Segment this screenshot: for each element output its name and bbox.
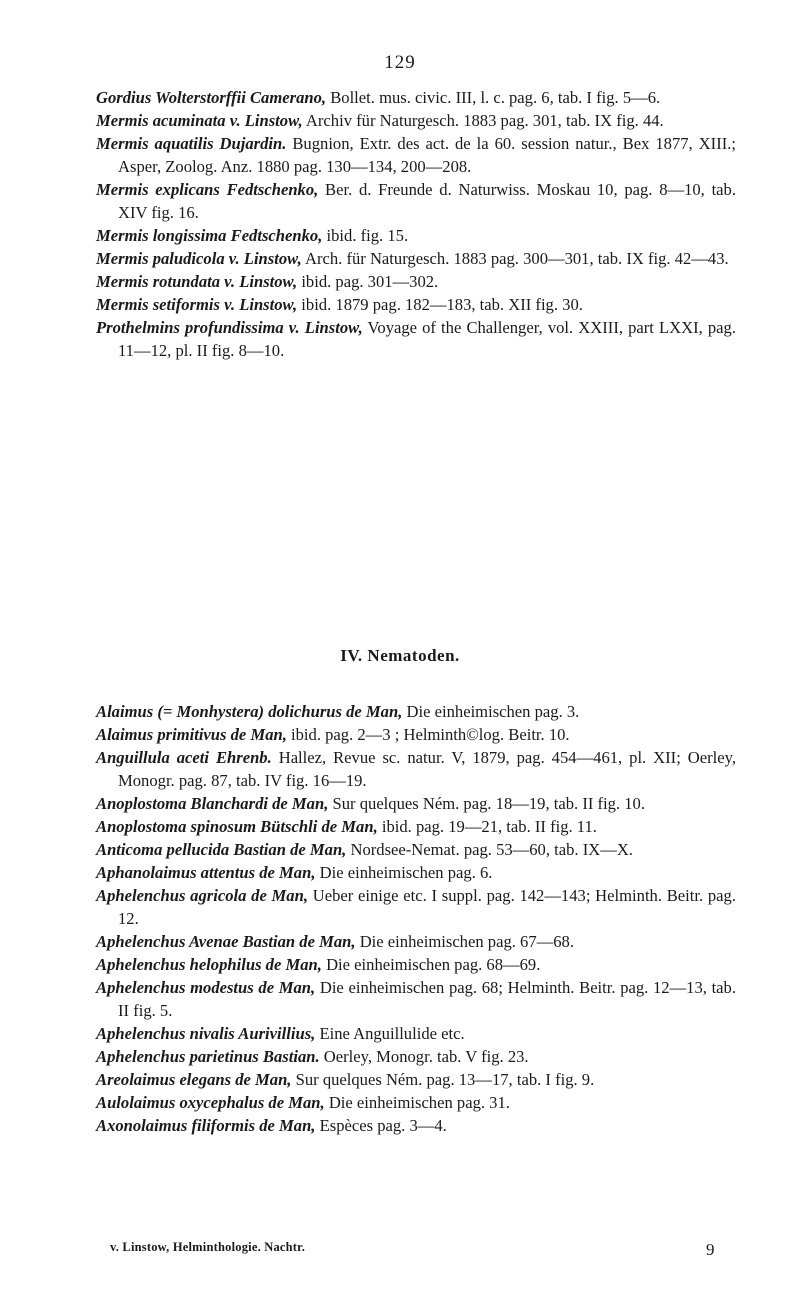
citation-text: Die einheimischen pag. 31.	[324, 1093, 510, 1112]
bibliography-entry	[96, 1022, 736, 1045]
footer-sheet-number: 9	[706, 1240, 715, 1259]
bibliography-entry	[96, 838, 736, 861]
species-name: Mermis aquatilis Dujardin.	[96, 134, 287, 153]
citation-text: Hallez, Revue sc. natur. V, 1879, pag. 454—461, pl. XII; Oerley, Monogr. pag. 87, tab. IV fig. 16—19.	[118, 748, 736, 790]
species-name: Aphelenchus parietinus Bastian.	[96, 1047, 320, 1066]
citation-text: Die einheimischen pag. 6.	[315, 863, 493, 882]
citation-text: Ber. d. Freunde d. Naturwiss. Moskau 10, pag. 8—10, tab. XIV fig. 16.	[118, 180, 736, 222]
citation-text: Die einheimischen pag. 68—69.	[321, 955, 541, 974]
citation-text: Die einheimischen pag. 3.	[402, 702, 580, 721]
bibliography-entry	[96, 861, 736, 884]
bibliography-entry	[96, 178, 736, 224]
species-name: Mermis longissima Fedtschenko,	[96, 226, 323, 245]
bibliography-entry	[96, 1068, 736, 1091]
species-name: Mermis setiformis v. Linstow,	[96, 295, 298, 314]
citation-text: ibid. pag. 301—302.	[297, 272, 439, 291]
citation-text: Ueber einige etc. I suppl. pag. 142—143; Helminth. Beitr. pag. 12.	[118, 886, 736, 928]
species-name: Aphelenchus Avenae Bastian de Man,	[96, 932, 356, 951]
species-name: Mermis acuminata v. Linstow,	[96, 111, 303, 130]
citation-text: Voyage of the Challenger, vol. XXIII, part LXXI, pag. 11—12, pl. II fig. 8—10.	[118, 318, 736, 360]
citation-text: Eine Anguillulide etc.	[315, 1024, 465, 1043]
bibliography-entry	[96, 792, 736, 815]
citation-text: Archiv für Naturgesch. 1883 pag. 301, tab. IX fig. 44.	[302, 111, 664, 130]
bibliography-entry	[96, 109, 736, 132]
bibliography-entry	[96, 953, 736, 976]
bibliography-entry	[96, 1091, 736, 1114]
citation-text: Nordsee-Nemat. pag. 53—60, tab. IX—X.	[346, 840, 633, 859]
citation-text: ibid. pag. 19—21, tab. II fig. 11.	[377, 817, 597, 836]
citation-text: Arch. für Naturgesch. 1883 pag. 300—301, tab. IX fig. 42—43.	[301, 249, 729, 268]
species-name: Areolaimus elegans de Man,	[96, 1070, 292, 1089]
bibliography-entry	[96, 270, 736, 293]
bibliography-list-top	[96, 86, 736, 362]
species-name: Aphelenchus modestus de Man,	[96, 978, 316, 997]
bibliography-entry	[96, 930, 736, 953]
footer-signature: v. Linstow, Helminthologie. Nachtr.	[110, 1240, 306, 1254]
species-name: Anoplostoma Blanchardi de Man,	[96, 794, 329, 813]
species-name: Alaimus (= Monhystera) dolichurus de Man,	[96, 702, 403, 721]
species-name: Anguillula aceti Ehrenb.	[96, 748, 272, 767]
bibliography-entry	[96, 224, 736, 247]
species-name: Axonolaimus filiformis de Man,	[96, 1116, 316, 1135]
bibliography-list-bottom	[96, 700, 736, 1137]
species-name: Alaimus primitivus de Man,	[96, 725, 287, 744]
bibliography-entry	[96, 1045, 736, 1068]
species-name: Anticoma pellucida Bastian de Man,	[96, 840, 347, 859]
bibliography-entry	[96, 723, 736, 746]
citation-text: ibid. fig. 15.	[322, 226, 409, 245]
citation-text: Die einheimischen pag. 68; Helminth. Beitr. pag. 12—13, tab. II fig. 5.	[118, 978, 736, 1020]
citation-text: ibid. pag. 2—3 ; Helminth©log. Beitr. 10.	[286, 725, 570, 744]
citation-text: Bugnion, Extr. des act. de la 60. session natur., Bex 1877, XIII.; Asper, Zoolog. Anz. 1880 pag. 130—134, 200—208.	[118, 134, 737, 176]
species-name: Anoplostoma spinosum Bütschli de Man,	[96, 817, 378, 836]
species-name: Mermis explicans Fedtschenko,	[96, 180, 319, 199]
bibliography-entry	[96, 884, 736, 930]
citation-text: ibid. 1879 pag. 182—183, tab. XII fig. 30.	[297, 295, 583, 314]
bibliography-entry	[96, 746, 736, 792]
page-number: 129	[384, 52, 416, 73]
species-name: Aphanolaimus attentus de Man,	[96, 863, 316, 882]
bibliography-entry	[96, 316, 736, 362]
species-name: Mermis rotundata v. Linstow,	[96, 272, 298, 291]
bibliography-entry	[96, 700, 736, 723]
species-name: Aphelenchus agricola de Man,	[96, 886, 308, 905]
species-name: Aphelenchus helophilus de Man,	[96, 955, 322, 974]
species-name: Aulolaimus oxycephalus de Man,	[96, 1093, 325, 1112]
bibliography-entry	[96, 1114, 736, 1137]
bibliography-entry	[96, 815, 736, 838]
citation-text: Sur quelques Ném. pag. 13—17, tab. I fig. 9.	[291, 1070, 595, 1089]
bibliography-entry	[96, 247, 736, 270]
citation-text: Sur quelques Ném. pag. 18—19, tab. II fig. 10.	[328, 794, 645, 813]
species-name: Prothelmins profundissima v. Linstow,	[96, 318, 363, 337]
section-heading: IV. Nematoden.	[340, 646, 460, 665]
species-name: Mermis paludicola v. Linstow,	[96, 249, 302, 268]
species-name: Aphelenchus nivalis Aurivillius,	[96, 1024, 316, 1043]
citation-text: Oerley, Monogr. tab. V fig. 23.	[319, 1047, 529, 1066]
citation-text: Die einheimischen pag. 67—68.	[355, 932, 574, 951]
bibliography-entry	[96, 86, 736, 109]
citation-text: Bollet. mus. civic. III, l. c. pag. 6, tab. I fig. 5—6.	[326, 88, 661, 107]
citation-text: Espèces pag. 3—4.	[315, 1116, 447, 1135]
bibliography-entry	[96, 293, 736, 316]
bibliography-entry	[96, 976, 736, 1022]
bibliography-entry	[96, 132, 736, 178]
species-name: Gordius Wolterstorffii Camerano,	[96, 88, 327, 107]
